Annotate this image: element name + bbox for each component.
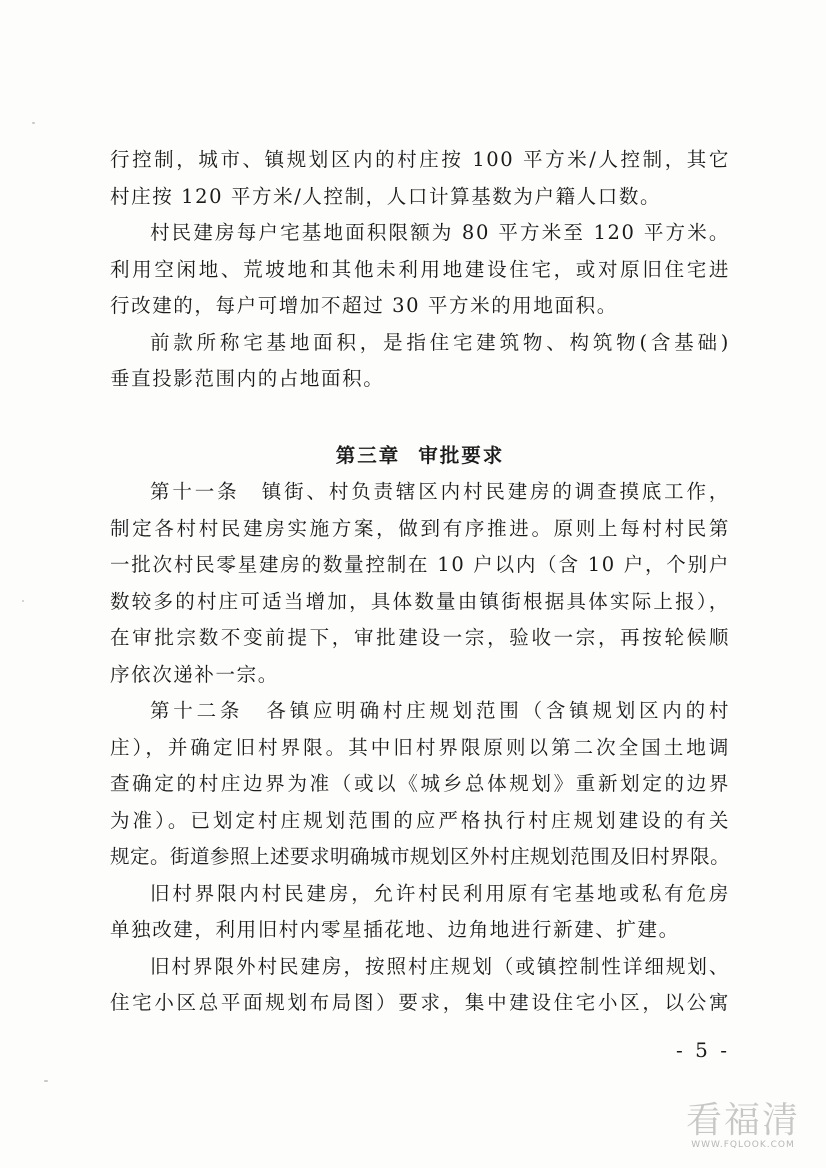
text-line: 旧村界限内村民建房，允许村民利用原有宅基地或私有危房 [150, 881, 730, 905]
chapter-number: 第三章 [335, 443, 401, 467]
watermark-url: WWW.FQLOOK.COM [691, 1140, 795, 1150]
text-line: 村庄按 120 平方米/人控制，人口计算基数为户籍人口数。 [110, 184, 662, 208]
text-line: 村民建房每户宅基地面积限额为 80 平方米至 120 平方米。 [150, 221, 730, 244]
text-line: 单独改建，利用旧村内零星插花地、边角地进行新建、扩建。 [110, 918, 680, 941]
text-line: 行控制，城市、镇规划区内的村庄按 100 平方米/人控制，其它 [110, 148, 730, 171]
text-line: 第十二条 各镇应明确村庄规划范围（含镇规划区内的村 [150, 699, 730, 722]
text-line: 一批次村民零星建房的数量控制在 10 户以内（含 10 户，个别户 [110, 553, 730, 576]
text-line: 序依次递补一宗。 [110, 662, 279, 686]
text-line: 为准）。已划定村庄规划范围的应严格执行村庄规划建设的有关 [110, 808, 730, 832]
text-line: 前款所称宅基地面积，是指住宅建筑物、构筑物(含基础) [150, 330, 730, 354]
text-line: 旧村界限外村民建房，按照村庄规划（或镇控制性详细规划、 [150, 954, 730, 978]
body-text [110, 142, 730, 1022]
scan-speck [44, 1080, 48, 1082]
text-line: 查确定的村庄边界为准（或以《城乡总体规划》重新划定的边界 [110, 772, 730, 795]
watermark-logo-text: 看福清 [685, 1100, 800, 1141]
text-line: 住宅小区总平面规划布局图）要求，集中建设住宅小区，以公寓 [110, 991, 730, 1014]
scan-speck [22, 600, 24, 602]
text-line: 垂直投影范围内的占地面积。 [110, 367, 385, 390]
blank-line [110, 398, 730, 434]
text-line: 第十一条 镇街、村负责辖区内村民建房的调查摸底工作， [150, 480, 730, 503]
scan-speck [32, 122, 35, 124]
chapter-heading [110, 438, 730, 475]
text-line: 行改建的，每户可增加不超过 30 平方米的用地面积。 [110, 294, 618, 317]
watermark [678, 1102, 808, 1151]
text-line: 庄），并确定旧村界限。其中旧村界限原则以第二次全国土地调 [110, 735, 730, 759]
text-line: 数较多的村庄可适当增加，具体数量由镇街根据具体实际上报）， [110, 589, 730, 613]
text-line: 在审批宗数不变前提下，审批建设一宗，验收一宗，再按轮候顺 [110, 626, 730, 649]
chapter-title: 审批要求 [418, 443, 505, 467]
text-line: 规定。街道参照上述要求明确城市规划区外村庄规划范围及旧村界限。 [110, 845, 730, 868]
text-line: 利用空闲地、荒坡地和其他未利用地建设住宅，或对原旧住宅进 [110, 257, 730, 281]
text-line: 制定各村村民建房实施方案，做到有序推进。原则上每村村民第 [110, 516, 730, 540]
page-number: - 5 - [676, 1038, 730, 1062]
